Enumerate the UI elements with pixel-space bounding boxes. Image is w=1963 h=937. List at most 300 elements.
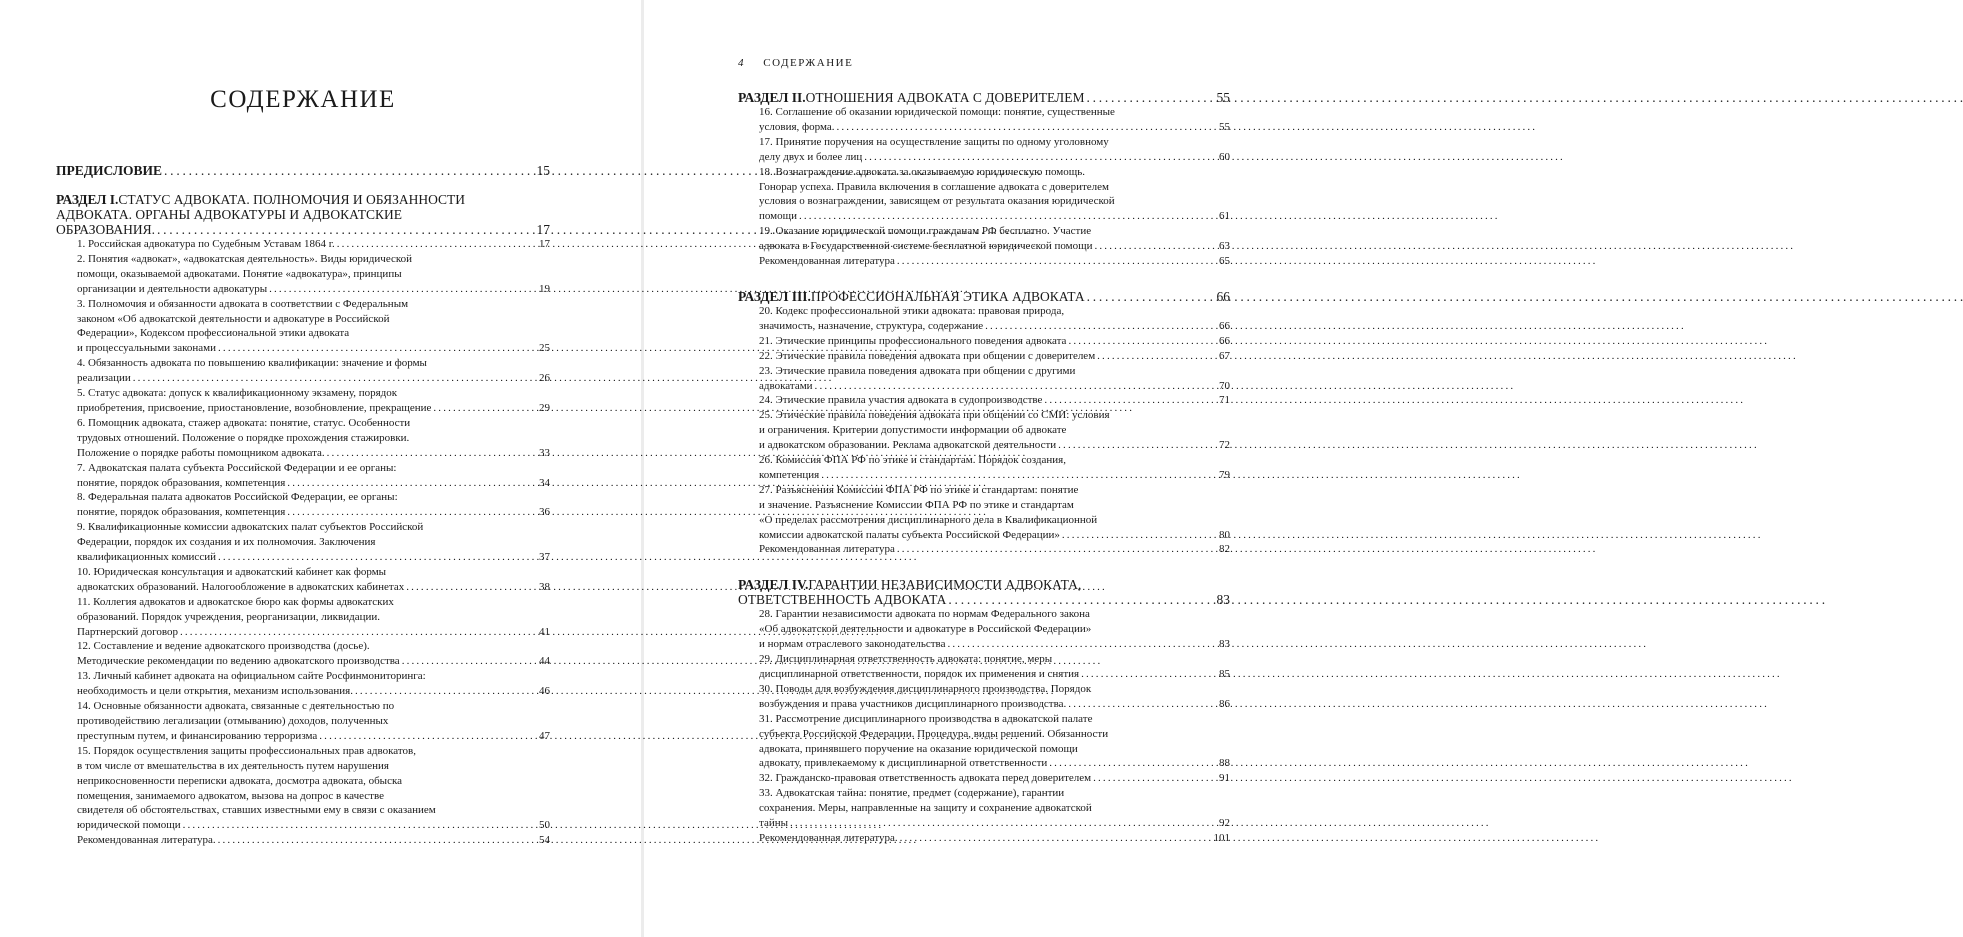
toc-entry[interactable] bbox=[738, 831, 1230, 846]
entry-line bbox=[759, 423, 1230, 438]
toc-entry[interactable] bbox=[738, 682, 1230, 712]
entry-line bbox=[759, 712, 1230, 727]
entry-text: Партнерский договор bbox=[77, 625, 178, 638]
entry-text: помещения, занимаемого адвокатом, вызова на допрос в качестве bbox=[77, 789, 385, 802]
leader-dots bbox=[355, 684, 537, 699]
entry-line bbox=[77, 714, 550, 729]
entry-text: 10. Юридическая консультация и адвокатский кабинет как формы bbox=[77, 565, 387, 578]
entry-line bbox=[759, 120, 1230, 135]
entry-line bbox=[77, 476, 550, 491]
section-heading-line bbox=[56, 207, 550, 222]
leader-dots bbox=[815, 379, 1217, 394]
page-number: 85 bbox=[1219, 668, 1230, 680]
toc-section bbox=[738, 577, 1230, 846]
entry-text: адвокату, привлекаемому к дисциплинарной ответственности bbox=[759, 757, 1048, 770]
entry-text: преступным путем, и финансированию терроризма bbox=[77, 729, 318, 742]
entry-text: в том числе от вмешательства в их деятельность путем нарушения bbox=[77, 759, 389, 772]
leader-dots bbox=[1062, 528, 1217, 543]
leader-dots bbox=[1097, 349, 1217, 364]
entry-text: 24. Этические правила участия адвоката в судопроизводстве bbox=[759, 394, 1043, 407]
toc-entry[interactable] bbox=[738, 105, 1230, 135]
leader-dots bbox=[1095, 239, 1218, 254]
entry-text: условия, форма. bbox=[759, 120, 835, 133]
entry-text: Рекомендованная литература. bbox=[759, 831, 898, 844]
leader-dots bbox=[1049, 756, 1217, 771]
toc-entry[interactable] bbox=[56, 356, 550, 386]
leader-dots bbox=[1058, 438, 1217, 453]
toc-entry[interactable] bbox=[738, 254, 1230, 269]
entry-line bbox=[77, 803, 550, 818]
leader-dots bbox=[790, 816, 1217, 831]
entry-text: адвоката, принявшего поручение на оказание юридической помощи bbox=[759, 742, 1078, 755]
page-number: 29 bbox=[539, 401, 550, 414]
entry-line bbox=[759, 622, 1230, 637]
entry-line bbox=[759, 334, 1230, 349]
entry-text: Федерации, порядок их создания и их полномочия. Заключения bbox=[77, 536, 376, 549]
entry-text: 11. Коллегия адвокатов и адвокатское бюро как формы адвокатских bbox=[77, 595, 394, 608]
page-number: 63 bbox=[1219, 240, 1230, 253]
entry-text: 32. Гражданско-правовая ответственность адвоката перед доверителем bbox=[759, 772, 1092, 785]
entry-text: 15. Порядок осуществления защиты профессиональных прав адвокатов, bbox=[77, 744, 416, 757]
entry-text: Рекомендованная литература bbox=[759, 543, 895, 556]
entry-line bbox=[77, 267, 550, 282]
entry-text: 6. Помощник адвоката, стажер адвоката: понятие, статус. Особенности bbox=[77, 416, 411, 429]
entry-text: понятие, порядок образования, компетенция bbox=[77, 506, 286, 519]
page-number: 86 bbox=[1219, 697, 1230, 710]
entry-text: помощи, оказываемой адвокатами. Понятие «адвокатура», принципы bbox=[77, 267, 402, 280]
page-number: 54 bbox=[539, 834, 550, 847]
toc-preface[interactable] bbox=[56, 163, 550, 178]
running-head bbox=[738, 57, 853, 69]
entry-line bbox=[77, 490, 550, 505]
leader-dots bbox=[319, 729, 537, 744]
entry-text: необходимость и цели открытия, механизм использования. bbox=[77, 685, 353, 698]
entry-line bbox=[759, 468, 1230, 483]
entry-line bbox=[77, 565, 550, 580]
entry-text: 4. Обязанность адвоката по повышению квалификации: значение и формы bbox=[77, 357, 427, 370]
entry-line bbox=[759, 528, 1230, 543]
entry-text: законом «Об адвокатской деятельности и адвокатуре в Российской bbox=[77, 312, 390, 325]
page-number: 36 bbox=[539, 506, 550, 519]
section-number: РАЗДЕЛ II. bbox=[738, 90, 806, 105]
entry-line bbox=[759, 209, 1230, 224]
leader-dots bbox=[287, 505, 537, 520]
entry-line bbox=[77, 684, 550, 699]
entry-text: делу двух и более лиц bbox=[759, 150, 863, 163]
entry-line bbox=[759, 771, 1230, 786]
leader-dots bbox=[837, 120, 1218, 135]
leader-dots bbox=[799, 209, 1217, 224]
entry-text: и значение. Разъяснение Комиссии ФПА РФ по этике и стандартам bbox=[759, 498, 1074, 511]
leader-dots bbox=[218, 550, 537, 565]
entry-text: комиссии адвокатской палаты субъекта Российской Федерации» bbox=[759, 528, 1060, 541]
entry-line bbox=[77, 580, 550, 595]
section-heading-line bbox=[738, 90, 1230, 105]
page-number: 61 bbox=[1219, 210, 1230, 223]
entry-line bbox=[77, 297, 550, 312]
leader-dots bbox=[164, 163, 534, 178]
entry-line bbox=[77, 252, 550, 267]
entry-text: образований. Порядок учреждения, реорганизации, ликвидации. bbox=[77, 610, 380, 623]
leader-dots bbox=[218, 833, 537, 848]
page-number: 38 bbox=[539, 580, 550, 593]
toc-section bbox=[56, 192, 550, 848]
entry-line bbox=[759, 801, 1230, 816]
entry-line bbox=[77, 341, 550, 356]
toc-entry[interactable] bbox=[738, 542, 1230, 557]
entry-text: 2. Понятия «адвокат», «адвокатская деятельность». Виды юридической bbox=[77, 252, 413, 265]
toc-entry[interactable] bbox=[738, 453, 1230, 483]
entry-line bbox=[759, 393, 1230, 408]
entry-text: 22. Этические правила поведения адвоката при общении с доверителем bbox=[759, 349, 1096, 362]
entry-text: 21. Этические принципы профессионального поведения адвоката bbox=[759, 334, 1067, 347]
entry-text: 18. Вознаграждение адвоката за оказываемую юридическую помощь. bbox=[759, 165, 1085, 178]
entry-line bbox=[77, 416, 550, 431]
entry-text: 17. Принятие поручения на осуществление защиты по одному уголовному bbox=[759, 135, 1109, 148]
toc-entry[interactable] bbox=[738, 349, 1230, 364]
entry-line bbox=[77, 535, 550, 550]
toc-entry[interactable] bbox=[56, 669, 550, 699]
entry-text: 16. Соглашение об оказании юридической помощи: понятие, существенные bbox=[759, 106, 1115, 118]
toc-entry[interactable] bbox=[56, 833, 550, 848]
entry-line bbox=[759, 165, 1230, 180]
page-number: 55 bbox=[1219, 120, 1230, 133]
entry-text: 13. Личный кабинет адвоката на официальном сайте Росфинмониторинга: bbox=[77, 670, 426, 683]
page-number: 70 bbox=[1219, 379, 1230, 392]
section-title-text: СТАТУС АДВОКАТА. ПОЛНОМОЧИЯ И ОБЯЗАННОСТИ bbox=[118, 192, 466, 207]
entry-line bbox=[77, 461, 550, 476]
entry-line bbox=[77, 550, 550, 565]
entry-text: 27. Разъяснения Комиссии ФПА РФ по этике и стандартам: понятие bbox=[759, 483, 1079, 496]
toc-entry[interactable] bbox=[738, 712, 1230, 772]
page-number: 37 bbox=[539, 551, 550, 564]
toc-entry[interactable] bbox=[56, 639, 550, 669]
entry-text: условия о вознаграждении, зависящем от результата оказания юридической bbox=[759, 195, 1115, 208]
entry-text: 1. Российская адвокатура по Судебным Уставам 1864 г. bbox=[77, 238, 335, 250]
entry-text: неприкосновенности переписки адвоката, досмотра адвоката, обыска bbox=[77, 774, 403, 787]
page-number: 44 bbox=[539, 655, 550, 668]
toc-section bbox=[738, 90, 1230, 269]
toc-section bbox=[738, 289, 1230, 557]
leader-dots bbox=[821, 468, 1217, 483]
section-title-text: АДВОКАТА. ОРГАНЫ АДВОКАТУРЫ И АДВОКАТСКИЕ bbox=[56, 207, 402, 222]
page-number: 82 bbox=[1219, 543, 1230, 556]
page-number: 88 bbox=[1219, 757, 1230, 770]
section-heading-line bbox=[56, 222, 550, 237]
entry-line bbox=[759, 224, 1230, 239]
page-number: 67 bbox=[1219, 349, 1230, 362]
running-head-page-number: 4 bbox=[738, 57, 745, 69]
section-title-text: ПРОФЕССИОНАЛЬНАЯ ЭТИКА АДВОКАТА bbox=[810, 288, 1085, 304]
leader-dots bbox=[864, 150, 1217, 165]
entry-text: возбуждения и права участников дисциплинарного производства. bbox=[759, 697, 1067, 710]
entry-line bbox=[759, 637, 1230, 652]
toc-right-column bbox=[738, 90, 1230, 846]
toc-left-column bbox=[56, 163, 550, 848]
entry-text: организации и деятельности адвокатуры bbox=[77, 282, 268, 295]
page-number: 65 bbox=[1219, 255, 1230, 268]
leader-dots bbox=[1068, 697, 1217, 712]
entry-line bbox=[77, 610, 550, 625]
toc-entry[interactable] bbox=[738, 334, 1230, 349]
toc-entry[interactable] bbox=[56, 744, 550, 833]
entry-line bbox=[77, 789, 550, 804]
entry-text: дисциплинарной ответственности, порядок их применения и снятия bbox=[759, 668, 1080, 680]
toc-entry[interactable] bbox=[738, 135, 1230, 165]
section-number: РАЗДЕЛ I. bbox=[56, 192, 119, 207]
page-number: 101 bbox=[1213, 831, 1230, 844]
section-heading-line bbox=[738, 592, 1230, 607]
section-number: РАЗДЕЛ IV. bbox=[738, 577, 809, 593]
page-number: 79 bbox=[1219, 468, 1230, 481]
entry-text: 23. Этические правила поведения адвоката при общении с другими bbox=[759, 364, 1076, 377]
entry-text: реализации bbox=[77, 372, 131, 385]
entry-line bbox=[77, 401, 550, 416]
entry-line bbox=[77, 282, 550, 297]
entry-line bbox=[759, 135, 1230, 150]
leader-dots bbox=[433, 401, 537, 416]
entry-line bbox=[77, 386, 550, 401]
entry-line bbox=[759, 682, 1230, 697]
section-title-text: ОТНОШЕНИЯ АДВОКАТА С ДОВЕРИТЕЛЕМ bbox=[805, 90, 1085, 105]
entry-line bbox=[759, 379, 1230, 394]
entry-text: 31. Рассмотрение дисциплинарного производства в адвокатской палате bbox=[759, 712, 1093, 725]
entry-text: и адвокатском образовании. Реклама адвокатской деятельности bbox=[759, 439, 1057, 452]
entry-line bbox=[77, 595, 550, 610]
leader-dots bbox=[133, 371, 537, 386]
page-number: 34 bbox=[539, 476, 550, 489]
entry-text: адвоката в Государственной системе бесплатной юридической помощи bbox=[759, 240, 1093, 253]
entry-line bbox=[77, 356, 550, 371]
toc-title: СОДЕРЖАНИЕ bbox=[210, 86, 396, 113]
toc-entry[interactable] bbox=[56, 237, 550, 252]
section-heading-line bbox=[738, 577, 1230, 592]
entry-text: значимость, назначение, структура, содержание bbox=[759, 319, 984, 332]
entry-line bbox=[77, 744, 550, 759]
toc-entry[interactable] bbox=[738, 786, 1230, 831]
entry-line bbox=[759, 150, 1230, 165]
entry-line bbox=[77, 326, 550, 341]
page-number: 66 bbox=[1216, 288, 1230, 304]
entry-text: Рекомендованная литература. bbox=[77, 834, 216, 847]
leader-dots bbox=[897, 254, 1217, 269]
entry-text: 5. Статус адвоката: допуск к квалификационному экзамену, порядок bbox=[77, 387, 398, 400]
section-heading-line bbox=[738, 289, 1230, 304]
entry-text: Федерации», Кодексом профессиональной этики адвоката bbox=[77, 327, 350, 340]
page-number: 25 bbox=[539, 342, 550, 355]
entry-line bbox=[759, 483, 1230, 498]
entry-line bbox=[759, 180, 1230, 195]
entry-line bbox=[759, 408, 1230, 423]
leader-dots bbox=[897, 542, 1217, 557]
page-number: 17 bbox=[539, 238, 550, 250]
entry-line bbox=[759, 727, 1230, 742]
entry-text: адвокатами bbox=[759, 379, 813, 392]
entry-text: противодействию легализации (отмыванию) доходов, полученных bbox=[77, 715, 389, 727]
toc-entry[interactable] bbox=[738, 771, 1230, 786]
leader-dots bbox=[287, 476, 537, 491]
entry-text: 12. Составление и ведение адвокатского производства (досье). bbox=[77, 640, 370, 653]
entry-line bbox=[759, 816, 1230, 831]
entry-text: 20. Кодекс профессиональной этики адвоката: правовая природа, bbox=[759, 304, 1065, 317]
page-number: 71 bbox=[1219, 394, 1230, 407]
leader-dots bbox=[402, 654, 537, 669]
entry-line bbox=[759, 607, 1230, 622]
entry-text: 28. Гарантии независимости адвоката по нормам Федерального закона bbox=[759, 608, 1090, 621]
entry-text: и процессуальными законами bbox=[77, 342, 217, 355]
entry-line bbox=[759, 105, 1230, 120]
entry-line bbox=[77, 237, 550, 252]
page-number: 19 bbox=[539, 282, 550, 295]
toc-entry[interactable] bbox=[738, 364, 1230, 394]
entry-text: и ограничения. Критерии допустимости информации об адвокате bbox=[759, 424, 1067, 437]
page-number: 92 bbox=[1219, 817, 1230, 830]
entry-line bbox=[759, 364, 1230, 379]
page-number: 83 bbox=[1216, 592, 1230, 608]
leader-dots bbox=[406, 580, 537, 595]
entry-line bbox=[77, 371, 550, 386]
toc-entry[interactable] bbox=[56, 490, 550, 520]
page-number: 50 bbox=[539, 819, 550, 832]
section-heading[interactable] bbox=[56, 192, 550, 237]
entry-line bbox=[77, 520, 550, 535]
entry-line bbox=[77, 759, 550, 774]
entry-line bbox=[759, 194, 1230, 209]
entry-line bbox=[77, 312, 550, 327]
entry-line bbox=[77, 699, 550, 714]
entry-line bbox=[77, 833, 550, 848]
entry-line bbox=[77, 818, 550, 833]
entry-line bbox=[759, 513, 1230, 528]
entry-text: помощи bbox=[759, 210, 797, 223]
toc-entry[interactable] bbox=[56, 595, 550, 640]
entry-text: 3. Полномочия и обязанности адвоката в соответствии с Федеральным bbox=[77, 297, 409, 310]
entry-text: приобретения, присвоение, приостановление, возобновление, прекращение bbox=[77, 401, 432, 414]
section-title-text: ГАРАНТИИ НЕЗАВИСИМОСТИ АДВОКАТА, bbox=[808, 577, 1082, 593]
toc-entry[interactable] bbox=[56, 386, 550, 416]
leader-dots bbox=[1068, 334, 1217, 349]
toc-entry[interactable] bbox=[56, 416, 550, 461]
section-heading[interactable] bbox=[738, 90, 1230, 105]
toc-entry[interactable] bbox=[738, 165, 1230, 225]
section-heading[interactable] bbox=[738, 289, 1230, 304]
page-number: 41 bbox=[539, 625, 550, 638]
entry-line bbox=[759, 742, 1230, 757]
leader-dots bbox=[948, 592, 1214, 607]
entry-line bbox=[759, 239, 1230, 254]
toc-entry[interactable] bbox=[56, 252, 550, 297]
entry-text: адвокатских образований. Налогообложение в адвокатских кабинетах bbox=[77, 580, 405, 593]
entry-line bbox=[77, 625, 550, 640]
entry-line bbox=[77, 446, 550, 461]
section-title-text: ОТВЕТСТВЕННОСТЬ АДВОКАТА bbox=[738, 592, 947, 608]
entry-text: 26. Комиссия ФПА РФ по этике и стандартам. Порядок создания, bbox=[759, 454, 1066, 467]
entry-line bbox=[759, 831, 1230, 846]
page-number: 80 bbox=[1219, 528, 1230, 541]
entry-text: 7. Адвокатская палата субъекта Российской Федерации и ее органы: bbox=[77, 461, 397, 474]
entry-text: юридической помощи bbox=[77, 819, 181, 832]
entry-text: тайны bbox=[759, 817, 788, 830]
entry-line bbox=[77, 639, 550, 654]
entry-text: 33. Адвокатская тайна: понятие, предмет (содержание), гарантии bbox=[759, 787, 1065, 800]
page-number: 15 bbox=[536, 163, 550, 178]
entry-text: Рекомендованная литература bbox=[759, 255, 895, 268]
preface-label: ПРЕДИСЛОВИЕ bbox=[56, 163, 163, 178]
entry-text: 9. Квалификационные комиссии адвокатских палат субъектов Российской bbox=[77, 521, 424, 534]
leader-dots bbox=[947, 637, 1217, 652]
entry-text: квалификационных комиссий bbox=[77, 551, 216, 564]
leader-dots bbox=[180, 625, 537, 640]
entry-text: 14. Основные обязанности адвоката, связанные с деятельностью по bbox=[77, 700, 395, 713]
entry-line bbox=[759, 756, 1230, 771]
leader-dots bbox=[1044, 393, 1217, 408]
toc-entry[interactable] bbox=[56, 461, 550, 491]
entry-text: «О пределах рассмотрения дисциплинарного дела в Квалификационной bbox=[759, 513, 1098, 526]
entry-text: Гонорар успеха. Правила включения в соглашение адвоката с доверителем bbox=[759, 180, 1110, 193]
page-number: 60 bbox=[1219, 150, 1230, 163]
toc-entry[interactable] bbox=[738, 607, 1230, 652]
entry-line bbox=[77, 654, 550, 669]
toc-entry[interactable] bbox=[738, 393, 1230, 408]
leader-dots bbox=[157, 222, 535, 237]
page-number: 26 bbox=[539, 372, 550, 385]
leader-dots bbox=[1081, 667, 1217, 682]
toc-entry[interactable] bbox=[56, 699, 550, 744]
entry-line bbox=[759, 667, 1230, 682]
entry-text: понятие, порядок образования, компетенция bbox=[77, 476, 286, 489]
entry-line bbox=[759, 786, 1230, 801]
entry-text: 8. Федеральная палата адвокатов Российской Федерации, ее органы: bbox=[77, 491, 398, 504]
entry-line bbox=[759, 652, 1230, 667]
entry-line bbox=[759, 542, 1230, 557]
leader-dots bbox=[1086, 90, 1214, 105]
entry-line bbox=[77, 431, 550, 446]
toc-entry[interactable] bbox=[738, 483, 1230, 543]
entry-line bbox=[759, 254, 1230, 269]
entry-text: «Об адвокатской деятельности и адвокатуре в Российской Федерации» bbox=[759, 623, 1092, 636]
toc-entry[interactable] bbox=[56, 520, 550, 565]
entry-line bbox=[759, 304, 1230, 319]
entry-text: Положение о порядке работы помощником адвоката. bbox=[77, 446, 325, 459]
entry-text: 25. Этические правила поведения адвоката при общении со СМИ: условия bbox=[759, 409, 1110, 422]
entry-text: субъекта Российской Федерации. Процедура, виды решений. Обязанности bbox=[759, 727, 1109, 740]
page-number: 66 bbox=[1219, 319, 1230, 332]
entry-text: и нормам отраслевого законодательства bbox=[759, 638, 946, 651]
toc-entry[interactable] bbox=[738, 408, 1230, 453]
leader-dots bbox=[1093, 771, 1217, 786]
entry-text: 19. Оказание юридической помощи гражданам РФ бесплатно. Участие bbox=[759, 225, 1092, 238]
toc-entry[interactable] bbox=[738, 304, 1230, 334]
page-number: 72 bbox=[1219, 439, 1230, 452]
toc-entry[interactable] bbox=[738, 652, 1230, 682]
page-number: 47 bbox=[539, 729, 550, 742]
entry-text: 30. Поводы для возбуждения дисциплинарного производства. Порядок bbox=[759, 682, 1092, 695]
page-number: 33 bbox=[539, 446, 550, 459]
entry-line bbox=[759, 697, 1230, 712]
page-number: 46 bbox=[539, 685, 550, 698]
entry-line bbox=[759, 453, 1230, 468]
entry-text: трудовых отношений. Положение о порядке прохождения стажировки. bbox=[77, 431, 410, 444]
entry-line bbox=[77, 774, 550, 789]
toc-entry[interactable] bbox=[56, 565, 550, 595]
toc-entry[interactable] bbox=[56, 297, 550, 357]
section-heading[interactable] bbox=[738, 577, 1230, 607]
entry-line bbox=[759, 498, 1230, 513]
section-heading-line bbox=[56, 192, 550, 207]
toc-entry[interactable] bbox=[738, 224, 1230, 254]
entry-line bbox=[759, 349, 1230, 364]
entry-line bbox=[759, 438, 1230, 453]
